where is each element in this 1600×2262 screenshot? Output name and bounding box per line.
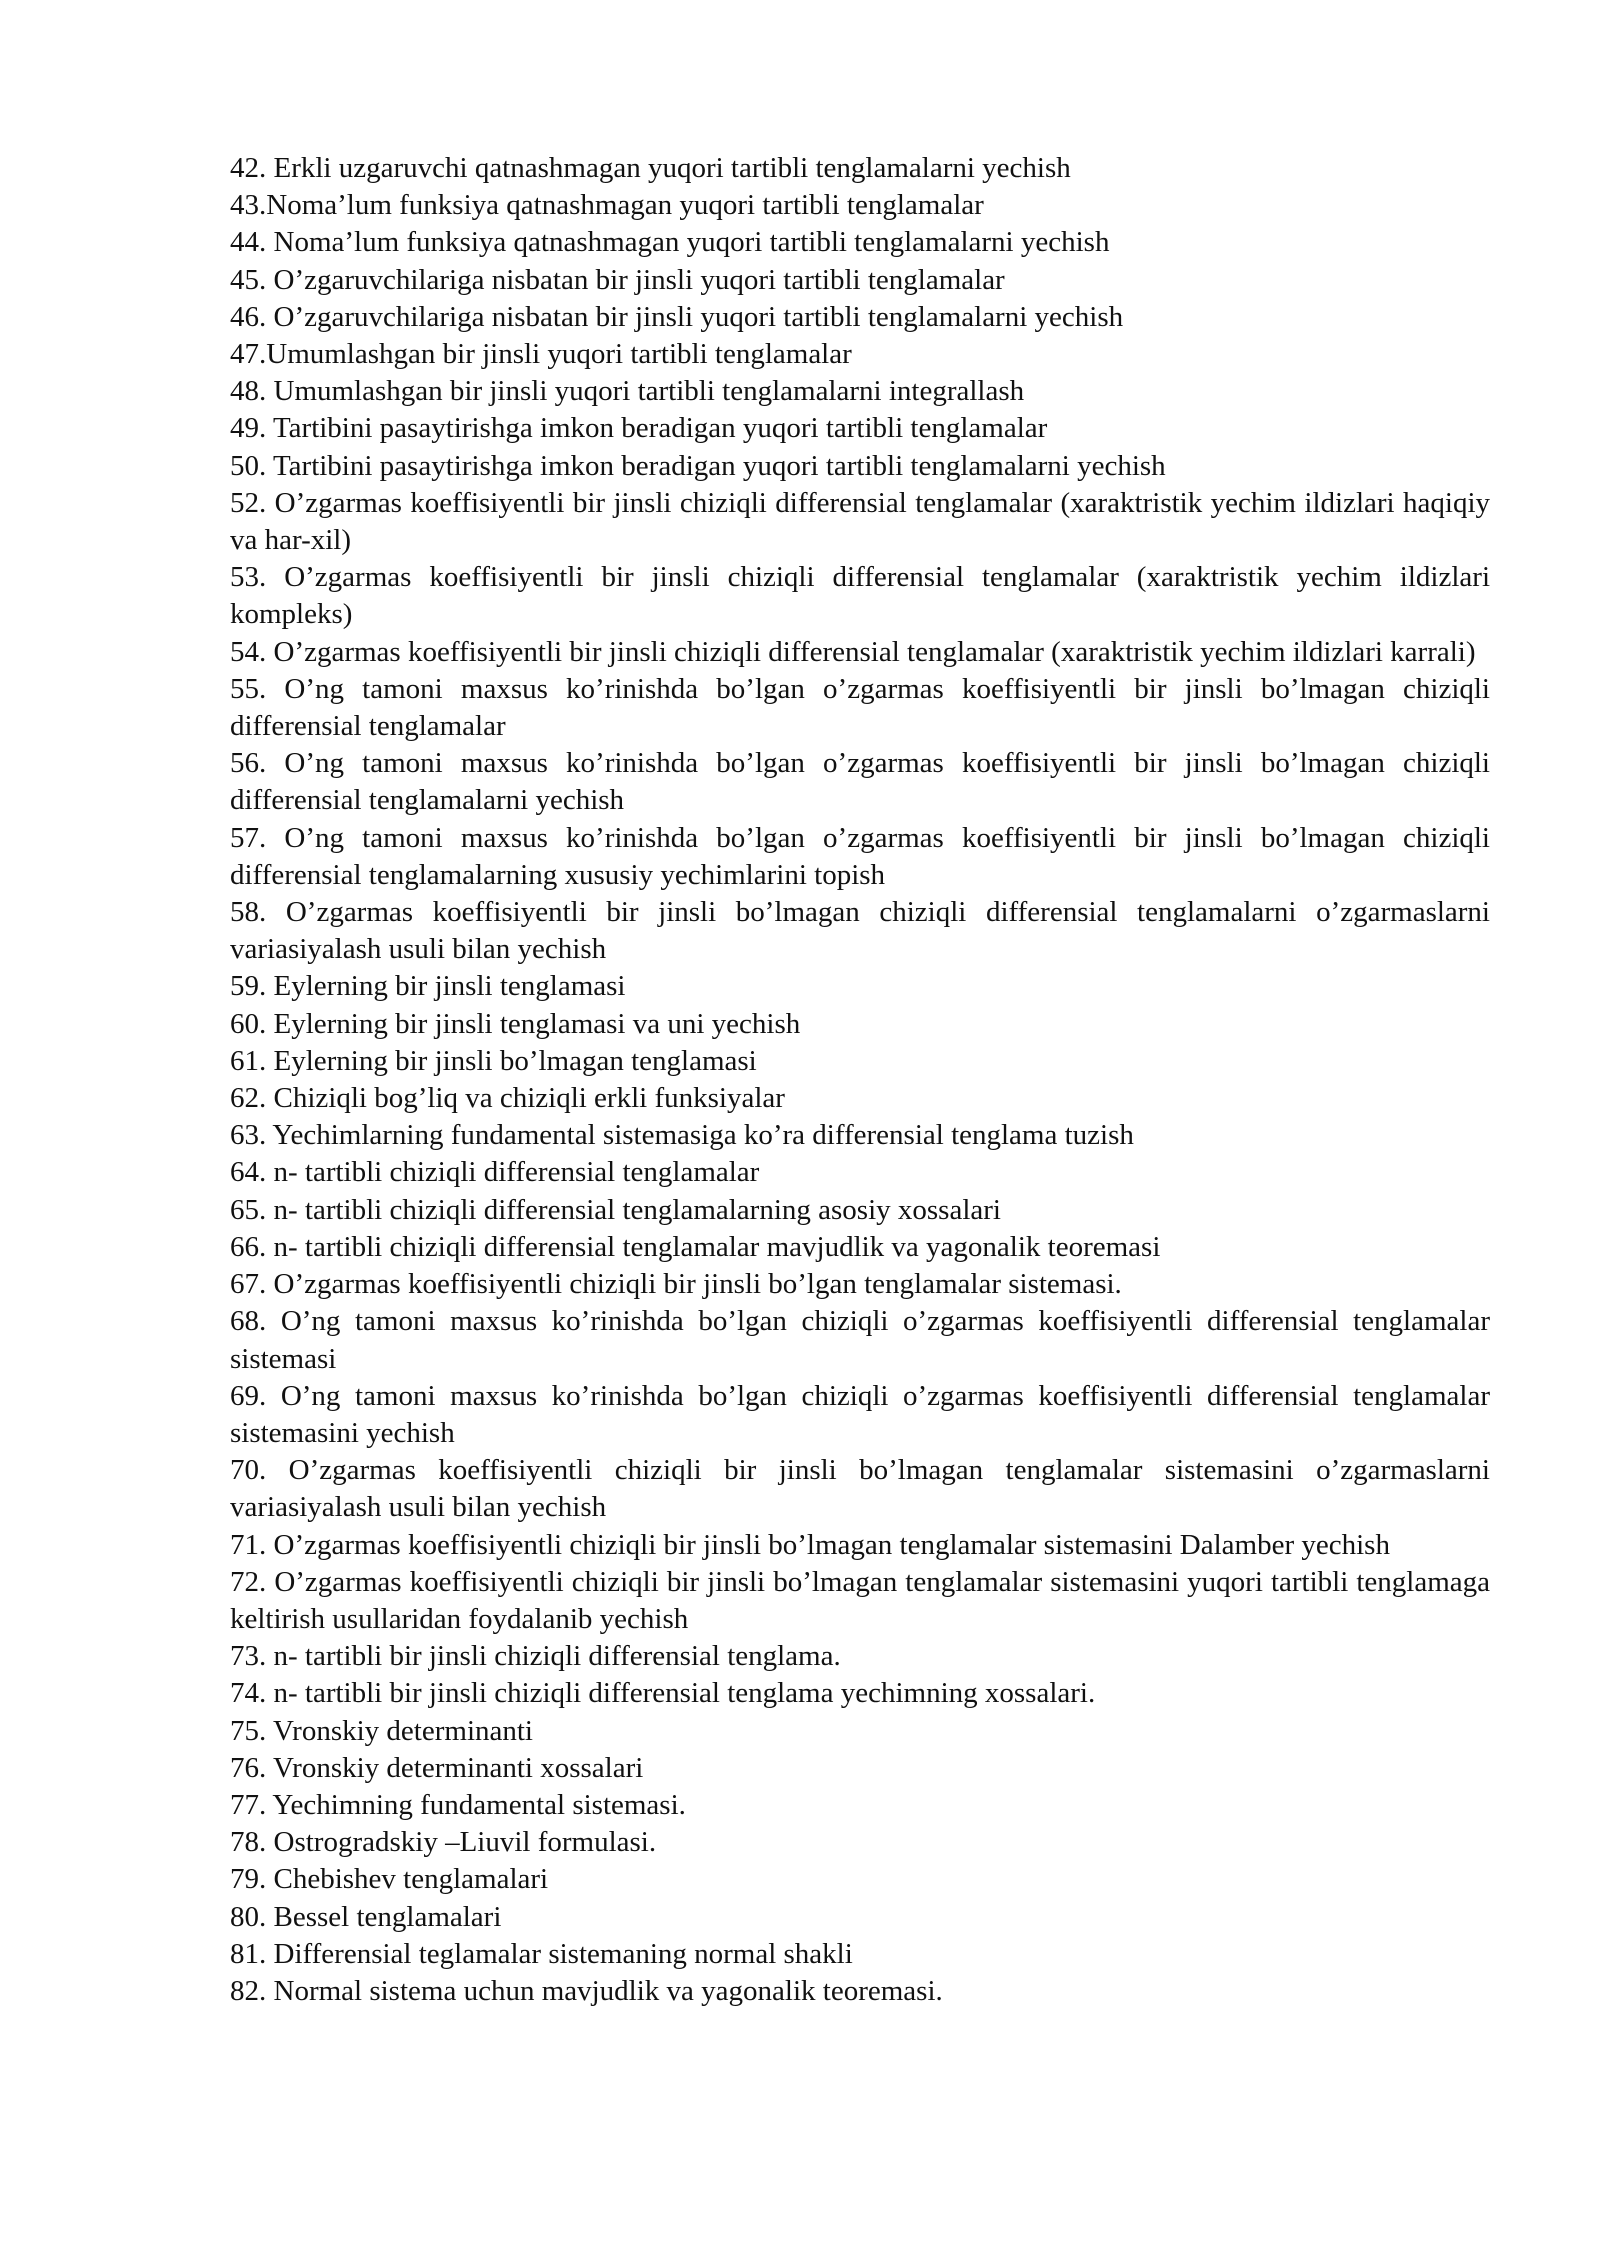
list-item: 77. Yechimning fundamental sistemasi. <box>230 1788 686 1821</box>
list-item: 46. O’zgaruvchilariga nisbatan bir jinsli yuqori tartibli tenglamalarni yechish <box>230 300 1124 333</box>
list-item: 63. Yechimlarning fundamental sistemasiga ko’ra differensial tenglama tuzish <box>230 1119 1134 1152</box>
list-item: 65. n- tartibli chiziqli differensial tenglamalarning asosiy xossalari <box>230 1193 1001 1226</box>
list-item: 79. Chebishev tenglamalari <box>230 1863 549 1896</box>
list-item: 50. Tartibini pasaytirishga imkon beradigan yuqori tartibli tenglamalarni yechish <box>230 449 1166 482</box>
list-item: 68. O’ng tamoni maxsus ko’rinishda bo’lgan chiziqli o’zgarmas koeffisiyentli differensial tenglamalar sistemasi <box>230 1305 1490 1375</box>
list-item: 74. n- tartibli bir jinsli chiziqli differensial tenglama yechimning xossalari. <box>230 1677 1096 1710</box>
list-item: 62. Chiziqli bog’liq va chiziqli erkli funksiyalar <box>230 1082 785 1115</box>
list-item: 48. Umumlashgan bir jinsli yuqori tartibli tenglamalarni integrallash <box>230 375 1025 408</box>
list-item: 81. Differensial teglamalar sistemaning normal shakli <box>230 1937 853 1970</box>
list-item: 56. O’ng tamoni maxsus ko’rinishda bo’lgan o’zgarmas koeffisiyentli bir jinsli bo’lmagan chiziqli differensial tenglamalarni yechish <box>230 747 1490 817</box>
list-item: 58. O’zgarmas koeffisiyentli bir jinsli bo’lmagan chiziqli differensial tenglamalarni o’zgarmaslarni variasiyalash usuli bilan yechish <box>230 896 1490 966</box>
list-item: 82. Normal sistema uchun mavjudlik va yagonalik teoremasi. <box>230 1974 943 2007</box>
list-item: 52. O’zgarmas koeffisiyentli bir jinsli chiziqli differensial tenglamalar (xaraktristik yechim ildizlari haqiqiy va har-xil) <box>230 486 1490 557</box>
list-item: 44. Noma’lum funksiya qatnashmagan yuqori tartibli tenglamalarni yechish <box>230 226 1110 259</box>
list-item: 47.Umumlashgan bir jinsli yuqori tartibli tenglamalar <box>230 338 852 371</box>
list-item: 71. O’zgarmas koeffisiyentli chiziqli bir jinsli bo’lmagan tenglamalar sistemasini Dalamber yechish <box>230 1528 1390 1561</box>
list-item: 61. Eylerning bir jinsli bo’lmagan tenglamasi <box>230 1044 757 1077</box>
list-item: 53. O’zgarmas koeffisiyentli bir jinsli chiziqli differensial tenglamalar (xaraktristik yechim ildizlari kompleks) <box>230 561 1490 631</box>
list-item: 57. O’ng tamoni maxsus ko’rinishda bo’lgan o’zgarmas koeffisiyentli bir jinsli bo’lmagan chiziqli differensial tenglamalarning xususiy yechimlarini topish <box>230 821 1490 891</box>
list-item: 73. n- tartibli bir jinsli chiziqli differensial tenglama. <box>230 1640 841 1673</box>
list-item: 60. Eylerning bir jinsli tenglamasi va uni yechish <box>230 1007 801 1040</box>
list-item: 66. n- tartibli chiziqli differensial tenglamalar mavjudlik va yagonalik teoremasi <box>230 1230 1161 1263</box>
list-item: 54. O’zgarmas koeffisiyentli bir jinsli chiziqli differensial tenglamalar (xaraktristik yechim ildizlari karrali) <box>230 635 1476 668</box>
list-item: 55. O’ng tamoni maxsus ko’rinishda bo’lgan o’zgarmas koeffisiyentli bir jinsli bo’lmagan chiziqli differensial tenglamalar <box>230 672 1490 743</box>
list-item: 42. Erkli uzgaruvchi qatnashmagan yuqori tartibli tenglamalarni yechish <box>230 152 1071 184</box>
list-item: 78. Ostrogradskiy –Liuvil formulasi. <box>230 1826 657 1859</box>
list-item: 64. n- tartibli chiziqli differensial tenglamalar <box>230 1156 760 1189</box>
list-item: 80. Bessel tenglamalari <box>230 1900 502 1933</box>
list-item: 76. Vronskiy determinanti xossalari <box>230 1751 644 1784</box>
list-item: 43.Noma’lum funksiya qatnashmagan yuqori tartibli tenglamalar <box>230 189 984 222</box>
list-item: 69. O’ng tamoni maxsus ko’rinishda bo’lgan chiziqli o’zgarmas koeffisiyentli differensial tenglamalar sistemasini yechish <box>230 1379 1490 1449</box>
list-item: 45. O’zgaruvchilariga nisbatan bir jinsli yuqori tartibli tenglamalar <box>230 263 1005 296</box>
list-item: 49. Tartibini pasaytirishga imkon beradigan yuqori tartibli tenglamalar <box>230 412 1048 445</box>
list-item: 70. O’zgarmas koeffisiyentli chiziqli bir jinsli bo’lmagan tenglamalar sistemasini o’zgarmaslarni variasiyalash usuli bilan yechish <box>230 1454 1490 1524</box>
list-item: 59. Eylerning bir jinsli tenglamasi <box>230 970 626 1003</box>
list-item: 72. O’zgarmas koeffisiyentli chiziqli bir jinsli bo’lmagan tenglamalar sistemasini yuqori tartibli tenglamaga keltirish usullaridan foydalanib yechish <box>230 1565 1490 1635</box>
list-item: 75. Vronskiy determinanti <box>230 1714 533 1747</box>
list-item: 67. O’zgarmas koeffisiyentli chiziqli bir jinsli bo’lgan tenglamalar sistemasi. <box>230 1268 1122 1301</box>
topic-list <box>230 150 1490 2010</box>
